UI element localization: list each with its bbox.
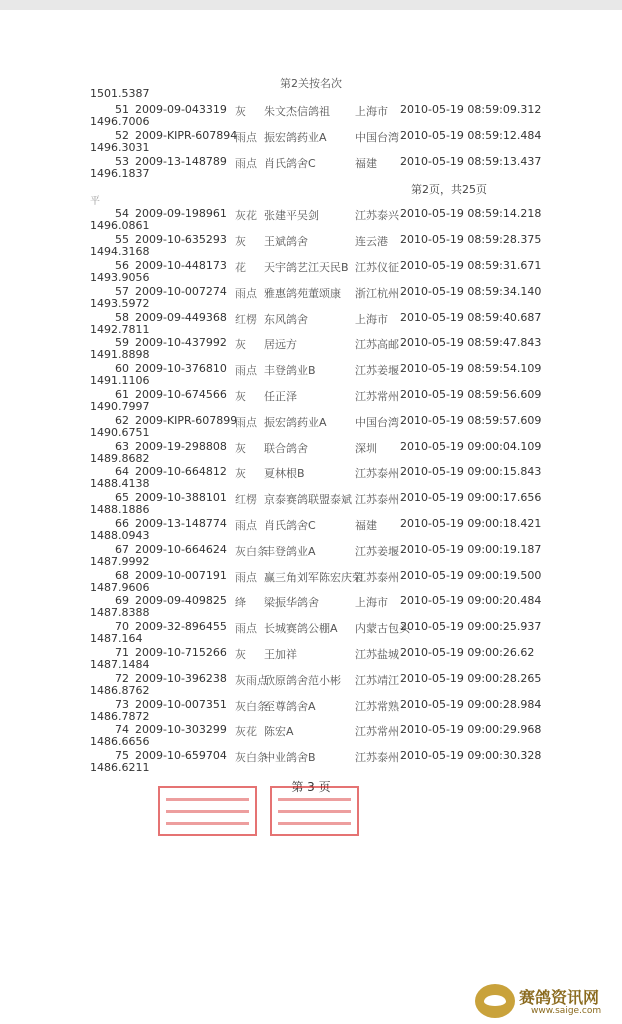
row-speed: 1494.3168 — [90, 245, 150, 259]
row-ring: 2009-KIPR-607899 — [135, 413, 238, 427]
row-region: 江苏高邮 — [355, 338, 399, 352]
row-owner: 京泰赛鸽联盟泰斌 — [264, 493, 352, 507]
red-seal-stamp — [270, 786, 359, 836]
row-rank: 62 — [115, 413, 129, 427]
row-rank: 51 — [115, 103, 129, 116]
row-color: 雨点 — [235, 364, 257, 378]
row-region: 上海市 — [355, 105, 388, 118]
watermark-name: 赛鸽资讯网 — [519, 988, 600, 1007]
row-ring: 2009-10-396238 — [135, 671, 227, 685]
row-speed: 1491.8898 — [90, 348, 150, 362]
row-ring: 2009-10-437992 — [135, 336, 227, 350]
row-ring: 2009-10-448173 — [135, 259, 227, 272]
row-rank: 59 — [115, 336, 129, 350]
row-speed: 1486.8762 — [90, 683, 150, 697]
row-owner: 朱文杰信鸽祖 — [264, 105, 330, 118]
row-speed: 1488.1886 — [90, 503, 150, 517]
row-ring: 2009-09-043319 — [135, 103, 227, 116]
row-arrival: 2010-05-19 08:59:14.218 — [400, 207, 542, 221]
row-ring: 2009-13-148774 — [135, 517, 227, 530]
row-ring: 2009-10-664812 — [135, 465, 227, 479]
row-region: 连云港 — [355, 235, 388, 249]
row-owner: 赢三角刘军陈宏庆荣 — [264, 570, 363, 584]
row-owner: 欣原鸽舍范小彬 — [264, 673, 341, 687]
row-arrival: 2010-05-19 09:00:25.937 — [400, 620, 542, 634]
page-top-border — [0, 0, 622, 10]
row-color: 灰 — [235, 105, 246, 118]
row-color: 雨点 — [235, 570, 257, 584]
row-speed: 1490.6751 — [90, 425, 150, 439]
row-region: 江苏姜堰 — [355, 544, 399, 558]
row-arrival: 2010-05-19 09:00:26.62 — [400, 646, 535, 659]
row-region: 江苏常州 — [355, 725, 399, 739]
row-arrival: 2010-05-19 08:59:47.843 — [400, 336, 542, 350]
row-region: 福建 — [355, 156, 377, 170]
row-color: 雨点 — [235, 130, 257, 144]
row-owner: 东风鸽舍 — [264, 312, 308, 326]
row-region: 上海市 — [355, 312, 388, 326]
row-region: 福建 — [355, 519, 377, 532]
row-arrival: 2010-05-19 09:00:19.187 — [400, 542, 542, 556]
row-speed: 1496.3031 — [90, 140, 150, 154]
row-speed: 1492.7811 — [90, 322, 150, 336]
row-rank: 56 — [115, 259, 129, 272]
row-owner: 肖氏鸽舍C — [264, 519, 316, 532]
row-region: 江苏泰州 — [355, 467, 399, 481]
row-speed: 1487.164 — [90, 632, 143, 646]
row-arrival: 2010-05-19 08:59:34.140 — [400, 284, 542, 298]
row-ring: 2009-KIPR-607894 — [135, 128, 238, 142]
document-title: 第2关按名次 — [280, 77, 342, 90]
row-region: 浙江杭州 — [355, 286, 399, 300]
row-owner: 雅惠鸽苑董颂康 — [264, 286, 341, 300]
row-color: 灰白条 — [235, 544, 268, 558]
row-color: 雨点 — [235, 519, 257, 532]
row-owner: 至尊鸽舍A — [264, 699, 316, 713]
row-arrival: 2010-05-19 08:59:40.687 — [400, 310, 542, 324]
row-region: 江苏仪征 — [355, 261, 399, 274]
row-region: 中国台湾 — [355, 415, 399, 429]
row-arrival: 2010-05-19 08:59:13.437 — [400, 154, 542, 168]
row-speed: 1490.7997 — [90, 400, 150, 413]
row-color: 灰 — [235, 648, 246, 661]
row-ring: 2009-10-303299 — [135, 723, 227, 737]
row-speed: 1487.8388 — [90, 606, 150, 620]
row-color: 红楞 — [235, 312, 257, 326]
row-rank: 71 — [115, 646, 129, 659]
row-owner: 张建平吴剑 — [264, 209, 319, 223]
row-color: 红楞 — [235, 493, 257, 507]
row-speed: 1489.8682 — [90, 451, 150, 465]
row-owner: 长城赛鸽公棚A — [264, 622, 338, 636]
row-region: 江苏靖江 — [355, 673, 399, 687]
row-color: 绛 — [235, 596, 246, 610]
row-owner: 中业鸽舍B — [264, 751, 316, 765]
row-speed: 1493.5972 — [90, 296, 150, 310]
row-region: 江苏盐城 — [355, 648, 399, 661]
row-rank: 58 — [115, 310, 129, 324]
row-rank: 75 — [115, 749, 129, 763]
site-watermark — [475, 982, 620, 1022]
row-owner: 丰登鸽业B — [264, 364, 316, 378]
row-owner: 天宇鸽艺江天民B — [264, 261, 349, 274]
row-speed: 1487.1484 — [90, 658, 150, 671]
row-ring: 2009-10-664624 — [135, 542, 227, 556]
row-speed: 1491.1106 — [90, 374, 150, 388]
row-ring: 2009-10-659704 — [135, 749, 227, 763]
row-arrival: 2010-05-19 09:00:15.843 — [400, 465, 542, 479]
row-speed: 1493.9056 — [90, 271, 150, 284]
row-color: 灰 — [235, 235, 246, 249]
row-rank: 72 — [115, 671, 129, 685]
row-arrival: 2010-05-19 08:59:56.609 — [400, 388, 542, 401]
row-owner: 丰登鸽业A — [264, 544, 316, 558]
row-speed: 1486.7872 — [90, 709, 150, 723]
row-speed: 1488.4138 — [90, 477, 150, 491]
row-rank: 67 — [115, 542, 129, 556]
row-region: 江苏常州 — [355, 390, 399, 403]
row-arrival: 2010-05-19 08:59:54.109 — [400, 362, 542, 376]
row-arrival: 2010-05-19 08:59:57.609 — [400, 413, 542, 427]
row-owner: 肖氏鸽舍C — [264, 156, 316, 170]
row-color: 雨点 — [235, 286, 257, 300]
row-ring: 2009-10-007351 — [135, 697, 227, 711]
row-ring: 2009-13-148789 — [135, 154, 227, 168]
red-seal-stamp — [158, 786, 257, 836]
row-rank: 60 — [115, 362, 129, 376]
row-arrival: 2010-05-19 08:59:12.484 — [400, 128, 542, 142]
row-arrival: 2010-05-19 08:59:28.375 — [400, 233, 542, 247]
row-ring: 2009-19-298808 — [135, 439, 227, 453]
row-rank: 63 — [115, 439, 129, 453]
first-speed: 1501.5387 — [90, 87, 150, 100]
row-rank: 65 — [115, 491, 129, 505]
row-ring: 2009-10-674566 — [135, 388, 227, 401]
row-speed: 1496.1837 — [90, 166, 150, 180]
row-region: 江苏姜堰 — [355, 364, 399, 378]
row-arrival: 2010-05-19 09:00:20.484 — [400, 594, 542, 608]
row-arrival: 2010-05-19 09:00:18.421 — [400, 517, 542, 530]
row-color: 雨点 — [235, 415, 257, 429]
row-speed: 1487.9606 — [90, 580, 150, 594]
row-ring: 2009-32-896455 — [135, 620, 227, 634]
row-rank: 66 — [115, 517, 129, 530]
row-ring: 2009-09-449368 — [135, 310, 227, 324]
page-number: 第 3 页 — [291, 780, 331, 794]
row-rank: 61 — [115, 388, 129, 401]
row-rank: 54 — [115, 207, 129, 221]
row-owner: 夏林根B — [264, 467, 305, 481]
row-owner: 任正泽 — [264, 390, 297, 403]
row-speed: 1496.0861 — [90, 219, 150, 233]
row-rank: 68 — [115, 568, 129, 582]
stray-mark: 平 — [90, 196, 100, 207]
row-owner: 王加祥 — [264, 648, 297, 661]
watermark-url: www.saige.com — [531, 1006, 602, 1016]
row-owner: 振宏鸽药业A — [264, 415, 327, 429]
row-arrival: 2010-05-19 09:00:04.109 — [400, 439, 542, 453]
row-arrival: 2010-05-19 09:00:19.500 — [400, 568, 542, 582]
row-ring: 2009-10-715266 — [135, 646, 227, 659]
row-region: 江苏泰州 — [355, 751, 399, 765]
row-arrival: 2010-05-19 09:00:17.656 — [400, 491, 542, 505]
row-arrival: 2010-05-19 09:00:28.984 — [400, 697, 542, 711]
row-color: 灰花 — [235, 725, 257, 739]
row-color: 花 — [235, 261, 246, 274]
row-ring: 2009-10-376810 — [135, 362, 227, 376]
row-region: 深圳 — [355, 441, 377, 455]
row-rank: 74 — [115, 723, 129, 737]
row-region: 江苏泰兴 — [355, 209, 399, 223]
row-rank: 55 — [115, 233, 129, 247]
row-owner: 振宏鸽药业A — [264, 130, 327, 144]
row-arrival: 2010-05-19 08:59:09.312 — [400, 103, 542, 116]
row-color: 灰 — [235, 390, 246, 403]
row-owner: 居远方 — [264, 338, 297, 352]
row-ring: 2009-09-409825 — [135, 594, 227, 608]
row-region: 上海市 — [355, 596, 388, 610]
row-rank: 53 — [115, 154, 129, 168]
row-region: 中国台湾 — [355, 130, 399, 144]
row-speed: 1496.7006 — [90, 115, 150, 128]
row-region: 江苏泰州 — [355, 493, 399, 507]
row-region: 江苏常熟 — [355, 699, 399, 713]
row-arrival: 2010-05-19 09:00:29.968 — [400, 723, 542, 737]
row-owner: 王斌鸽舍 — [264, 235, 308, 249]
row-arrival: 2010-05-19 09:00:28.265 — [400, 671, 542, 685]
row-ring: 2009-09-198961 — [135, 207, 227, 221]
row-color: 灰 — [235, 441, 246, 455]
row-color: 灰白条 — [235, 699, 268, 713]
row-rank: 69 — [115, 594, 129, 608]
row-rank: 64 — [115, 465, 129, 479]
row-region: 江苏泰州 — [355, 570, 399, 584]
row-color: 灰 — [235, 467, 246, 481]
row-ring: 2009-10-007191 — [135, 568, 227, 582]
row-speed: 1486.6656 — [90, 735, 150, 749]
row-region: 内蒙古包头 — [355, 622, 410, 636]
row-owner: 联合鸽舍 — [264, 441, 308, 455]
row-rank: 73 — [115, 697, 129, 711]
row-ring: 2009-10-635293 — [135, 233, 227, 247]
row-color: 灰花 — [235, 209, 257, 223]
row-color: 雨点 — [235, 622, 257, 636]
row-color: 灰 — [235, 338, 246, 352]
row-owner: 梁振华鸽舍 — [264, 596, 319, 610]
row-rank: 57 — [115, 284, 129, 298]
row-ring: 2009-10-388101 — [135, 491, 227, 505]
pager: 第2页，共25页 — [411, 183, 487, 196]
row-owner: 陈宏A — [264, 725, 294, 739]
row-ring: 2009-10-007274 — [135, 284, 227, 298]
row-rank: 52 — [115, 128, 129, 142]
dove-icon — [475, 984, 515, 1018]
row-speed: 1486.6211 — [90, 761, 150, 775]
row-arrival: 2010-05-19 08:59:31.671 — [400, 259, 542, 272]
row-arrival: 2010-05-19 09:00:30.328 — [400, 749, 542, 763]
row-speed: 1487.9992 — [90, 554, 150, 568]
row-color: 灰雨点 — [235, 673, 268, 687]
row-color: 雨点 — [235, 156, 257, 170]
row-speed: 1488.0943 — [90, 529, 150, 542]
row-rank: 70 — [115, 620, 129, 634]
row-color: 灰白条 — [235, 751, 268, 765]
